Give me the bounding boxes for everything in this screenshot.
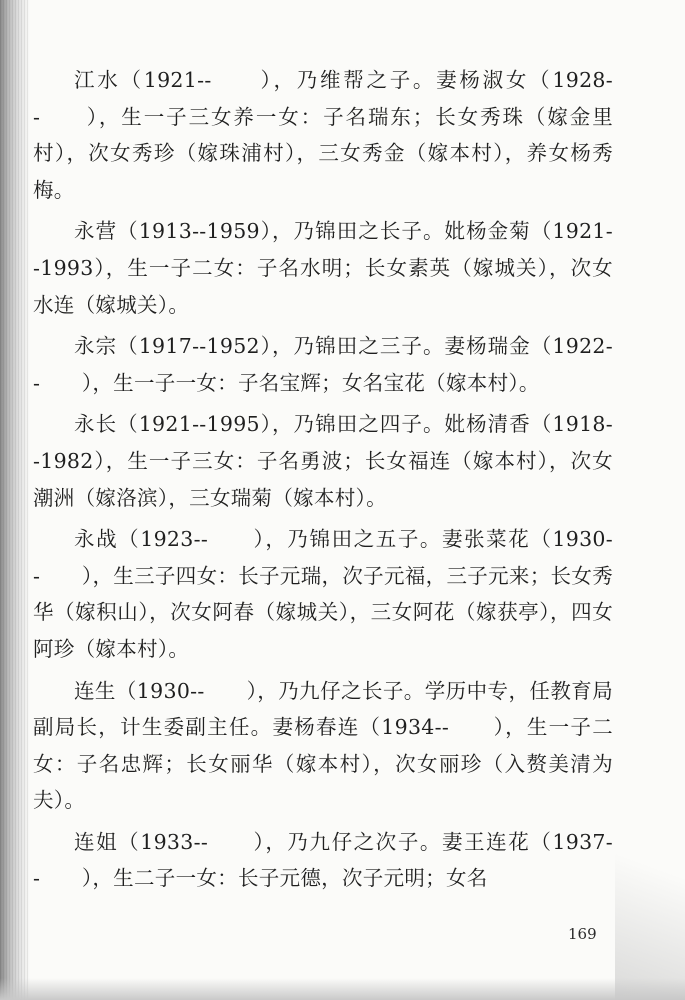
paragraph-jiangshui: 江水（1921-- ），乃维帮之子。妻杨淑女（1928-- ），生一子三女养一女：子名瑞东；长女秀珠（嫁金里村），次女秀珍（嫁珠浦村），三女秀金（嫁本村），养女杨秀梅。 bbox=[33, 68, 613, 202]
paragraph-yongzong: 永宗（1917--1952），乃锦田之三子。妻杨瑞金（1922-- ），生一子一女：子名宝辉；女名宝花（嫁本村）。 bbox=[33, 334, 613, 395]
paragraph-yongchang: 永长（1921--1995），乃锦田之四子。妣杨清香（1918--1982），生一子三女：子名勇波；长女福连（嫁本村），次女潮洲（嫁洛滨），三女瑞菊（嫁本村）。 bbox=[33, 412, 613, 510]
paragraph-yongzhan: 永战（1923-- ），乃锦田之五子。妻张菜花（1930-- ），生三子四女：长子元瑞，次子元福，三子元来；长女秀华（嫁积山），次女阿春（嫁城关），三女阿花（嫁获亭），四女阿珍（嫁本村）。 bbox=[33, 527, 613, 661]
paragraph-liansheng: 连生（1930-- ），乃九仔之长子。学历中专，任教育局副局长，计生委副主任。妻杨春连（1934-- ），生一子二女：子名忠辉；长女丽华（嫁本村），次女丽珍（入赘美清为夫）。 bbox=[33, 678, 613, 813]
page-edge-shadow-right bbox=[615, 780, 685, 1000]
body-text bbox=[33, 62, 613, 902]
paragraph-lianjie: 连姐（1933-- ），乃九仔之次子。妻王连花（1937-- ），生二子一女：长子元德，次子元明；女名 bbox=[33, 829, 613, 891]
paragraph-yongying: 永营（1913--1959），乃锦田之长子。妣杨金菊（1921--1993），生一子二女：子名水明；长女素英（嫁城关），次女水连（嫁城关）。 bbox=[33, 219, 613, 317]
page-number: 169 bbox=[568, 925, 597, 943]
page-edge-shadow-left bbox=[0, 0, 30, 1000]
page-edge-shadow-bottom bbox=[0, 978, 685, 1000]
